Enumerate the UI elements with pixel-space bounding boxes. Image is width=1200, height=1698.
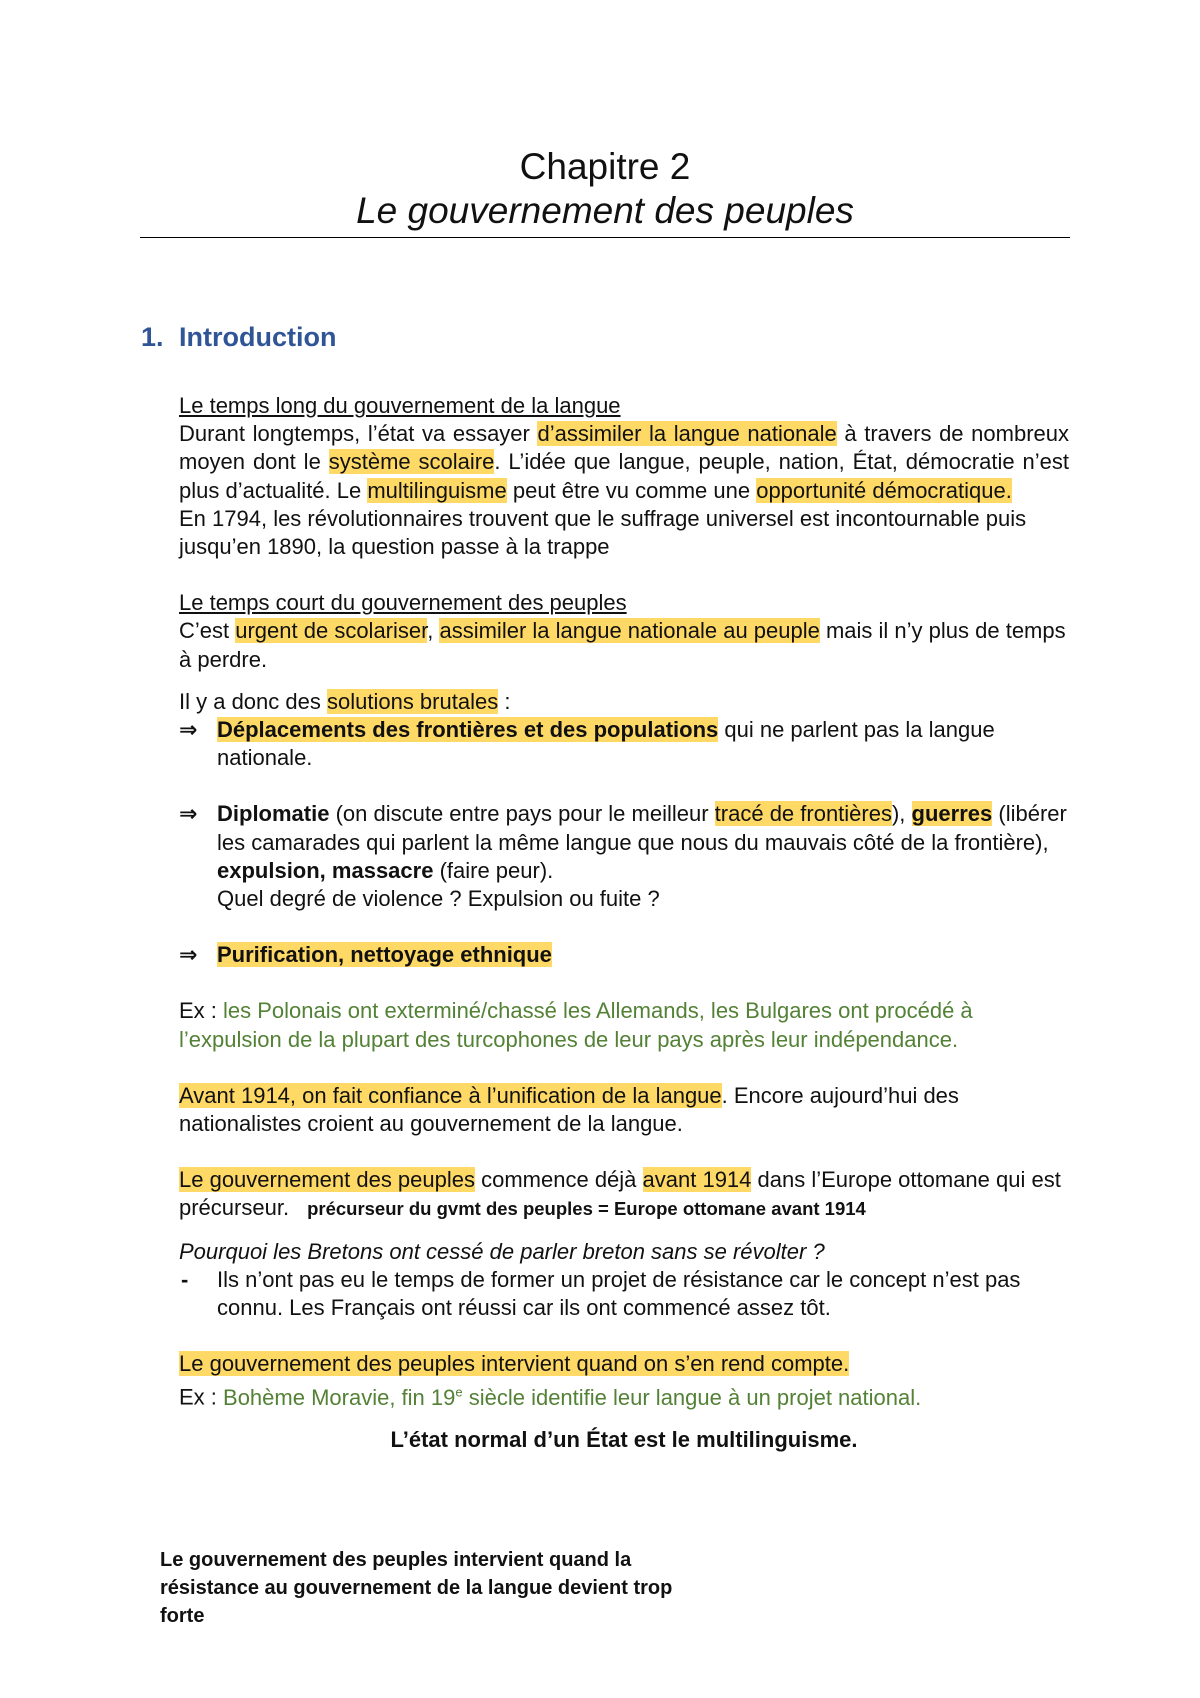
arrow-icon: ⇒ bbox=[179, 801, 198, 827]
subtitle-temps-court: Le temps court du gouvernement des peuples bbox=[179, 590, 627, 616]
text-run: qui ne parlent pas la langue nationale. bbox=[217, 717, 995, 771]
example-label: Ex : bbox=[179, 998, 224, 1024]
highlight: Le gouvernement des peuples bbox=[179, 1167, 475, 1193]
example-polonais bbox=[179, 997, 1069, 1053]
chapter-title: Le gouvernement des peuples bbox=[356, 190, 854, 231]
text-run: mais il n’y plus de temps à perdre. bbox=[179, 618, 1066, 672]
margin-note: précurseur du gvmt des peuples = Europe ottomane avant 1914 bbox=[307, 1198, 866, 1220]
highlight: Purification, nettoyage ethnique bbox=[217, 942, 552, 968]
subtitle-temps-long: Le temps long du gouvernement de la langue bbox=[179, 393, 621, 418]
highlight: guerres bbox=[911, 801, 993, 827]
text-run: : bbox=[498, 688, 511, 714]
title-divider bbox=[140, 237, 1070, 238]
paragraph-gouvernement-peuples bbox=[179, 1166, 1069, 1223]
example-boheme bbox=[179, 1378, 1069, 1412]
superscript: e bbox=[455, 1384, 463, 1400]
text-run: Bohème Moravie, fin 19 bbox=[223, 1384, 456, 1410]
highlight: multilinguisme bbox=[367, 477, 507, 503]
highlight: urgent de scolariser bbox=[235, 618, 428, 644]
text-run: . Encore aujourd’hui des nationalistes croient au gouvernement de la langue. bbox=[179, 1082, 959, 1137]
highlight: Déplacements des frontières et des populations bbox=[217, 717, 719, 743]
document-title bbox=[140, 145, 1070, 233]
paragraph-temps-court bbox=[179, 617, 1069, 673]
answer-bretons bbox=[179, 1266, 1069, 1322]
arrow-icon: ⇒ bbox=[179, 942, 198, 968]
paragraph-1794: En 1794, les révolutionnaires trouvent que le suffrage universel est incontournable puis jusqu’en 1890, la question passe à la trappe bbox=[179, 505, 1027, 560]
text-run: , bbox=[427, 618, 440, 644]
text-run: . L’idée que langue, peuple, nation, État, démocratie n’est plus d’actualité. Le bbox=[179, 449, 1069, 503]
text-run: C’est bbox=[179, 618, 236, 644]
highlight: avant 1914 bbox=[642, 1167, 752, 1193]
text-run: Durant longtemps, l’état va essayer bbox=[179, 421, 538, 447]
dash-bullet: - bbox=[181, 1266, 189, 1292]
bold-term: Diplomatie bbox=[217, 801, 330, 827]
chapter-number: Chapitre 2 bbox=[519, 146, 691, 187]
text-run: dans l’Europe ottomane qui est précurseur. bbox=[179, 1167, 1061, 1221]
text-run: Ils n’ont pas eu le temps de former un projet de résistance car le concept n’est pas connu. Les Français ont réussi car ils ont commencé assez tôt. bbox=[217, 1266, 1021, 1321]
highlight: tracé de frontières bbox=[714, 801, 892, 827]
paragraph-temps-long bbox=[179, 420, 1069, 505]
bold-term: expulsion, massacre bbox=[217, 857, 434, 883]
list-item-diplomatie bbox=[179, 800, 1069, 913]
list-item-purification bbox=[179, 941, 1069, 969]
paragraph-solutions bbox=[179, 688, 1069, 716]
text-run: Il y a donc des bbox=[179, 688, 327, 714]
question-bretons: Pourquoi les Bretons ont cessé de parler breton sans se révolter ? bbox=[179, 1238, 825, 1264]
highlight: Avant 1914, on fait confiance à l’unification de la langue bbox=[179, 1082, 722, 1108]
example-label: Ex : bbox=[179, 1384, 224, 1410]
example-text bbox=[223, 1385, 921, 1410]
highlight: système scolaire bbox=[328, 449, 495, 475]
highlight: assimiler la langue nationale au peuple bbox=[439, 618, 820, 644]
highlight: solutions brutales bbox=[326, 688, 499, 714]
text-run: à travers de nombreux moyen dont le bbox=[179, 421, 1069, 475]
section-number: 1. bbox=[141, 322, 164, 352]
question-violence: Quel degré de violence ? Expulsion ou fuite ? bbox=[217, 886, 660, 912]
text-run: peut être vu comme une bbox=[506, 477, 757, 503]
text-run: ), bbox=[891, 801, 912, 827]
text-run: (libérer les camarades qui parlent la même langue que nous du mauvais côté de la frontière), bbox=[217, 801, 1067, 855]
section-heading-introduction bbox=[141, 322, 336, 353]
paragraph-avant-1914 bbox=[179, 1082, 1069, 1138]
list-item-deplacements bbox=[179, 716, 1069, 772]
paragraph-intervient bbox=[179, 1350, 1069, 1378]
final-note: Le gouvernement des peuples intervient quand la résistance au gouvernement de la langue devient trop forte bbox=[160, 1549, 673, 1627]
highlight: d’assimiler la langue nationale bbox=[537, 421, 837, 447]
example-text: les Polonais ont exterminé/chassé les Allemands, les Bulgares ont procédé à l’expulsion de la plupart des turcophones de leur pays après leur indépendance. bbox=[179, 998, 973, 1052]
text-run: (faire peur). bbox=[433, 857, 554, 883]
text-run: siècle identifie leur langue à un projet national. bbox=[462, 1384, 922, 1410]
conclusion: L’état normal d’un État est le multilinguisme. bbox=[390, 1427, 858, 1453]
text-run: commence déjà bbox=[475, 1167, 643, 1193]
arrow-icon: ⇒ bbox=[179, 717, 198, 743]
text-run: (on discute entre pays pour le meilleur bbox=[329, 801, 715, 827]
highlight: Le gouvernement des peuples intervient quand on s’en rend compte. bbox=[179, 1351, 850, 1377]
highlight: opportunité démocratique. bbox=[756, 477, 1012, 503]
section-heading-text: Introduction bbox=[179, 322, 337, 352]
document-body bbox=[179, 392, 1069, 1454]
